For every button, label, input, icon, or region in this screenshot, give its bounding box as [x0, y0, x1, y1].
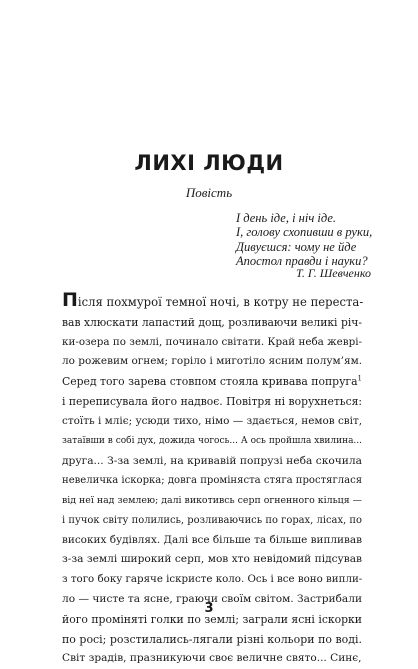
text-line: з того боку гаряче іскристе коло. Ось і все воно випли- — [62, 573, 363, 586]
epigraph — [236, 211, 396, 268]
text-line: друга... З-за землі, на кривавій попрузі неба скочила — [62, 454, 362, 468]
epigraph-line: І день іде, і ніч іде. — [236, 211, 337, 225]
chapter-title: ЛИХІ ЛЮДИ — [134, 151, 284, 175]
text-line: по росі; розстилались-лягали різні кольори по воді. — [62, 632, 362, 646]
text-line: його проміняті голки по землі; заграли ясні іскорки — [62, 612, 362, 626]
epigraph-line: Дивуєшся: чому не йде — [236, 239, 357, 254]
text-line: і пучок світу полились, розливаючись по горах, лісах, по — [62, 514, 362, 526]
text-line: затаївши в собі дух, дожида чогось... А ось пройшла хвилина... — [62, 435, 362, 446]
text-line: вав хлюскати лапастий дощ, розливаючи великі річ- — [62, 315, 362, 329]
text-line: стоїть і мліє; усюди тихо, німо — здається, немов світ, — [62, 414, 363, 427]
text-line — [62, 372, 362, 392]
epigraph-line: І, голову схопивши в руки, — [236, 225, 373, 240]
drop-cap: П — [62, 289, 78, 311]
text-line: Світ зрадів, празникуючи своє величне свято... Синє, — [62, 652, 362, 665]
text-line-content: Серед того зарева стовпом стояла кривава попруга — [62, 375, 358, 389]
text-line: з-за землі широкий серп, мов хто невідомий підсував — [62, 553, 362, 566]
chapter-subtitle: Повість — [185, 185, 233, 200]
text-line: ло рожевим огнем; горіло і миготіло ясним полум’ям. — [62, 355, 363, 368]
epigraph-line: Апостол правди і науки? — [236, 253, 368, 268]
text-line — [62, 291, 362, 313]
text-line-content: ісля похмурої темної ночі, в котру не переста- — [77, 295, 364, 309]
text-line: невеличка іскорка; довга проміняста стяга простяглася — [62, 475, 363, 487]
text-line: ки-озера по землі, починало світати. Край неба жеврі- — [62, 335, 362, 348]
epigraph-author: Т. Г. Шевченко — [295, 266, 371, 280]
page-number: 3 — [204, 601, 214, 616]
text-line: і переписувала його надвоє. Повітря ні ворухнеться: — [62, 394, 362, 408]
text-line: ло — чисте та ясне, граючи своїм світом. Застрибали — [62, 592, 362, 605]
footnote-mark: 1 — [357, 374, 362, 383]
text-line: від неї над землею; далі викотивсь серп огненного кільця — — [62, 494, 362, 506]
text-line: високих будівлях. Далі все більше та більше випливав — [62, 533, 362, 546]
